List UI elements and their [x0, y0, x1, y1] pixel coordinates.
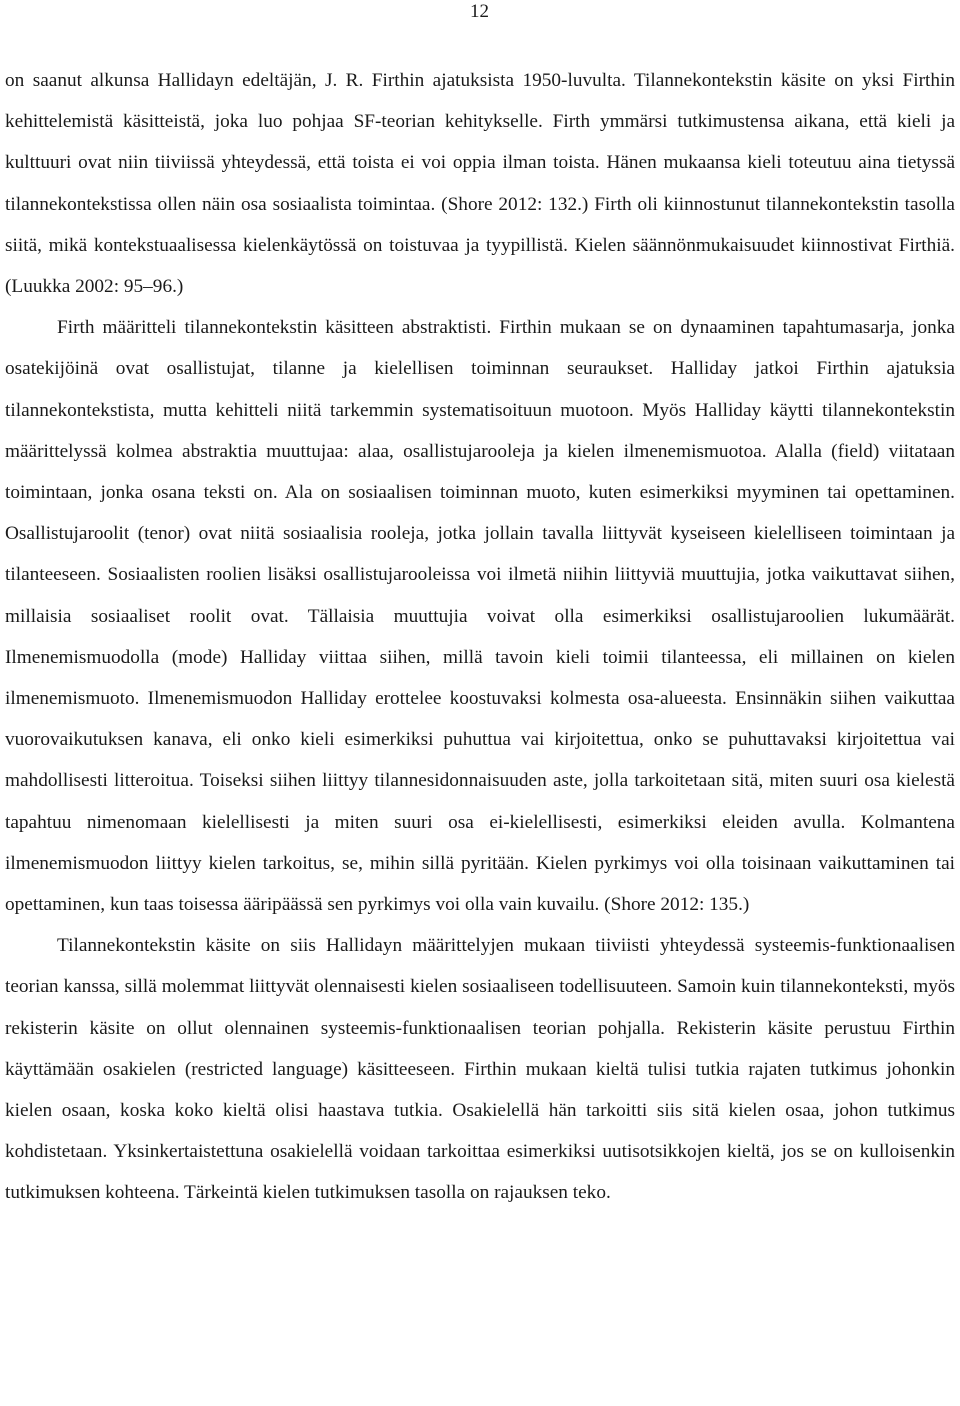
paragraph-1: on saanut alkunsa Hallidayn edeltäjän, J. R. Firthin ajatuksista 1950-luvulta. Tilannekontekstin käsite on yksi Firthin kehittelemistä käsitteistä, joka luo pohjaa SF-teorian kehitykselle. Firth ymmärsi tutkimustensa aikana, että kieli ja kulttuuri ovat niin tiiviissä yhteydessä, että toista ei voi oppia ilman toista. Hänen mukaansa kieli toteutuu aina tietyssä tilannekontekstissa ollen näin osa sosiaalista toimintaa. (Shore 2012: 132.) Firth oli kiinnostunut tilannekontekstin tasolla siitä, mikä kontekstuaalisessa kielenkäytössä on toistuvaa ja tyypillistä. Kielen säännönmukaisuudet kiinnostivat Firthiä. (Luukka 2002: 95–96.): [5, 70, 955, 298]
paragraph-3: Tilannekontekstin käsite on siis Hallidayn määrittelyjen mukaan tiiviisti yhteydessä systeemis-funktionaalisen teorian kanssa, sillä molemmat liittyvät olennaisesti kielen sosiaaliseen todellisuuteen. Samoin kuin tilannekonteksti, myös rekisterin käsite on ollut olennainen systeemis-funktionaalisen teorian pohjalla. Rekisterin käsite perustuu Firthin käyttämään osakielen (restricted language) käsitteeseen. Firthin mukaan kieltä tulisi tutkia rajaten tutkimus johonkin kielen osaan, koska koko kieltä olisi haastava tutkia. Osakielellä hän tarkoitti siis sitä kielen osaa, johon tutkimus kohdistetaan. Yksinkertaistettuna osakielellä voidaan tarkoittaa esimerkiksi uutisotsikkojen kieltä, jos se on kulloisenkin tutkimuksen kohteena. Tärkeintä kielen tutkimuksen tasolla on rajauksen teko.: [5, 935, 955, 1204]
document-body: [5, 60, 955, 1214]
paragraph-2: Firth määritteli tilannekontekstin käsitteen abstraktisti. Firthin mukaan se on dynaaminen tapahtumasarja, jonka osatekijöinä ovat osallistujat, tilanne ja kielellisen toiminnan seuraukset. Halliday jatkoi Firthin ajatuksia tilannekontekstista, mutta kehitteli niitä tarkemmin systematisoituun muotoon. Myös Halliday käytti tilannekontekstin määrittelyssä kolmea abstraktia muuttujaa: alaa, osallistujarooleja ja kielen ilmenemismuotoa. Alalla (field) viitataan toimintaan, jonka osana teksti on. Ala on sosiaalisen toiminnan muoto, kuten esimerkiksi myyminen tai opettaminen. Osallistujaroolit (tenor) ovat niitä sosiaalisia rooleja, jotka jollain tavalla liittyvät kyseiseen kielelliseen toimintaan ja tilanteeseen. Sosiaalisten roolien lisäksi osallistujarooleissa voi ilmetä niihin liittyviä muuttujia, jotka vaikuttavat siihen, millaisia sosiaaliset roolit ovat. Tällaisia muuttujia voivat olla esimerkiksi osallistujaroolien lukumäärät. Ilmenemismuodolla (mode) Halliday viittaa siihen, millä tavoin kieli toimii tilanteessa, eli millainen on kielen ilmenemismuoto. Ilmenemismuodon Halliday erottelee koostuvaksi kolmesta osa-alueesta. Ensinnäkin siihen vaikuttaa vuorovaikutuksen kanava, eli onko kieli esimerkiksi puhuttua vai kirjoitettua, onko se puhuttavaksi kirjoitettua vai mahdollisesti litteroitua. Toiseksi siihen liittyy tilannesidonnaisuuden aste, jolla tarkoitetaan sitä, miten suuri osa kielestä tapahtuu nimenomaan kielellisesti ja miten suuri osa ei-kielellisesti, esimerkiksi eleiden avulla. Kolmantena ilmenemismuodon liittyy kielen tarkoitus, se, mihin sillä pyritään. Kielen pyrkimys voi olla toisinaan vaikuttaminen tai opettaminen, kun taas toisessa ääripäässä sen pyrkimys voi olla vain kuvailu. (Shore 2012: 135.): [5, 317, 955, 916]
page-number: 12: [470, 1, 489, 22]
